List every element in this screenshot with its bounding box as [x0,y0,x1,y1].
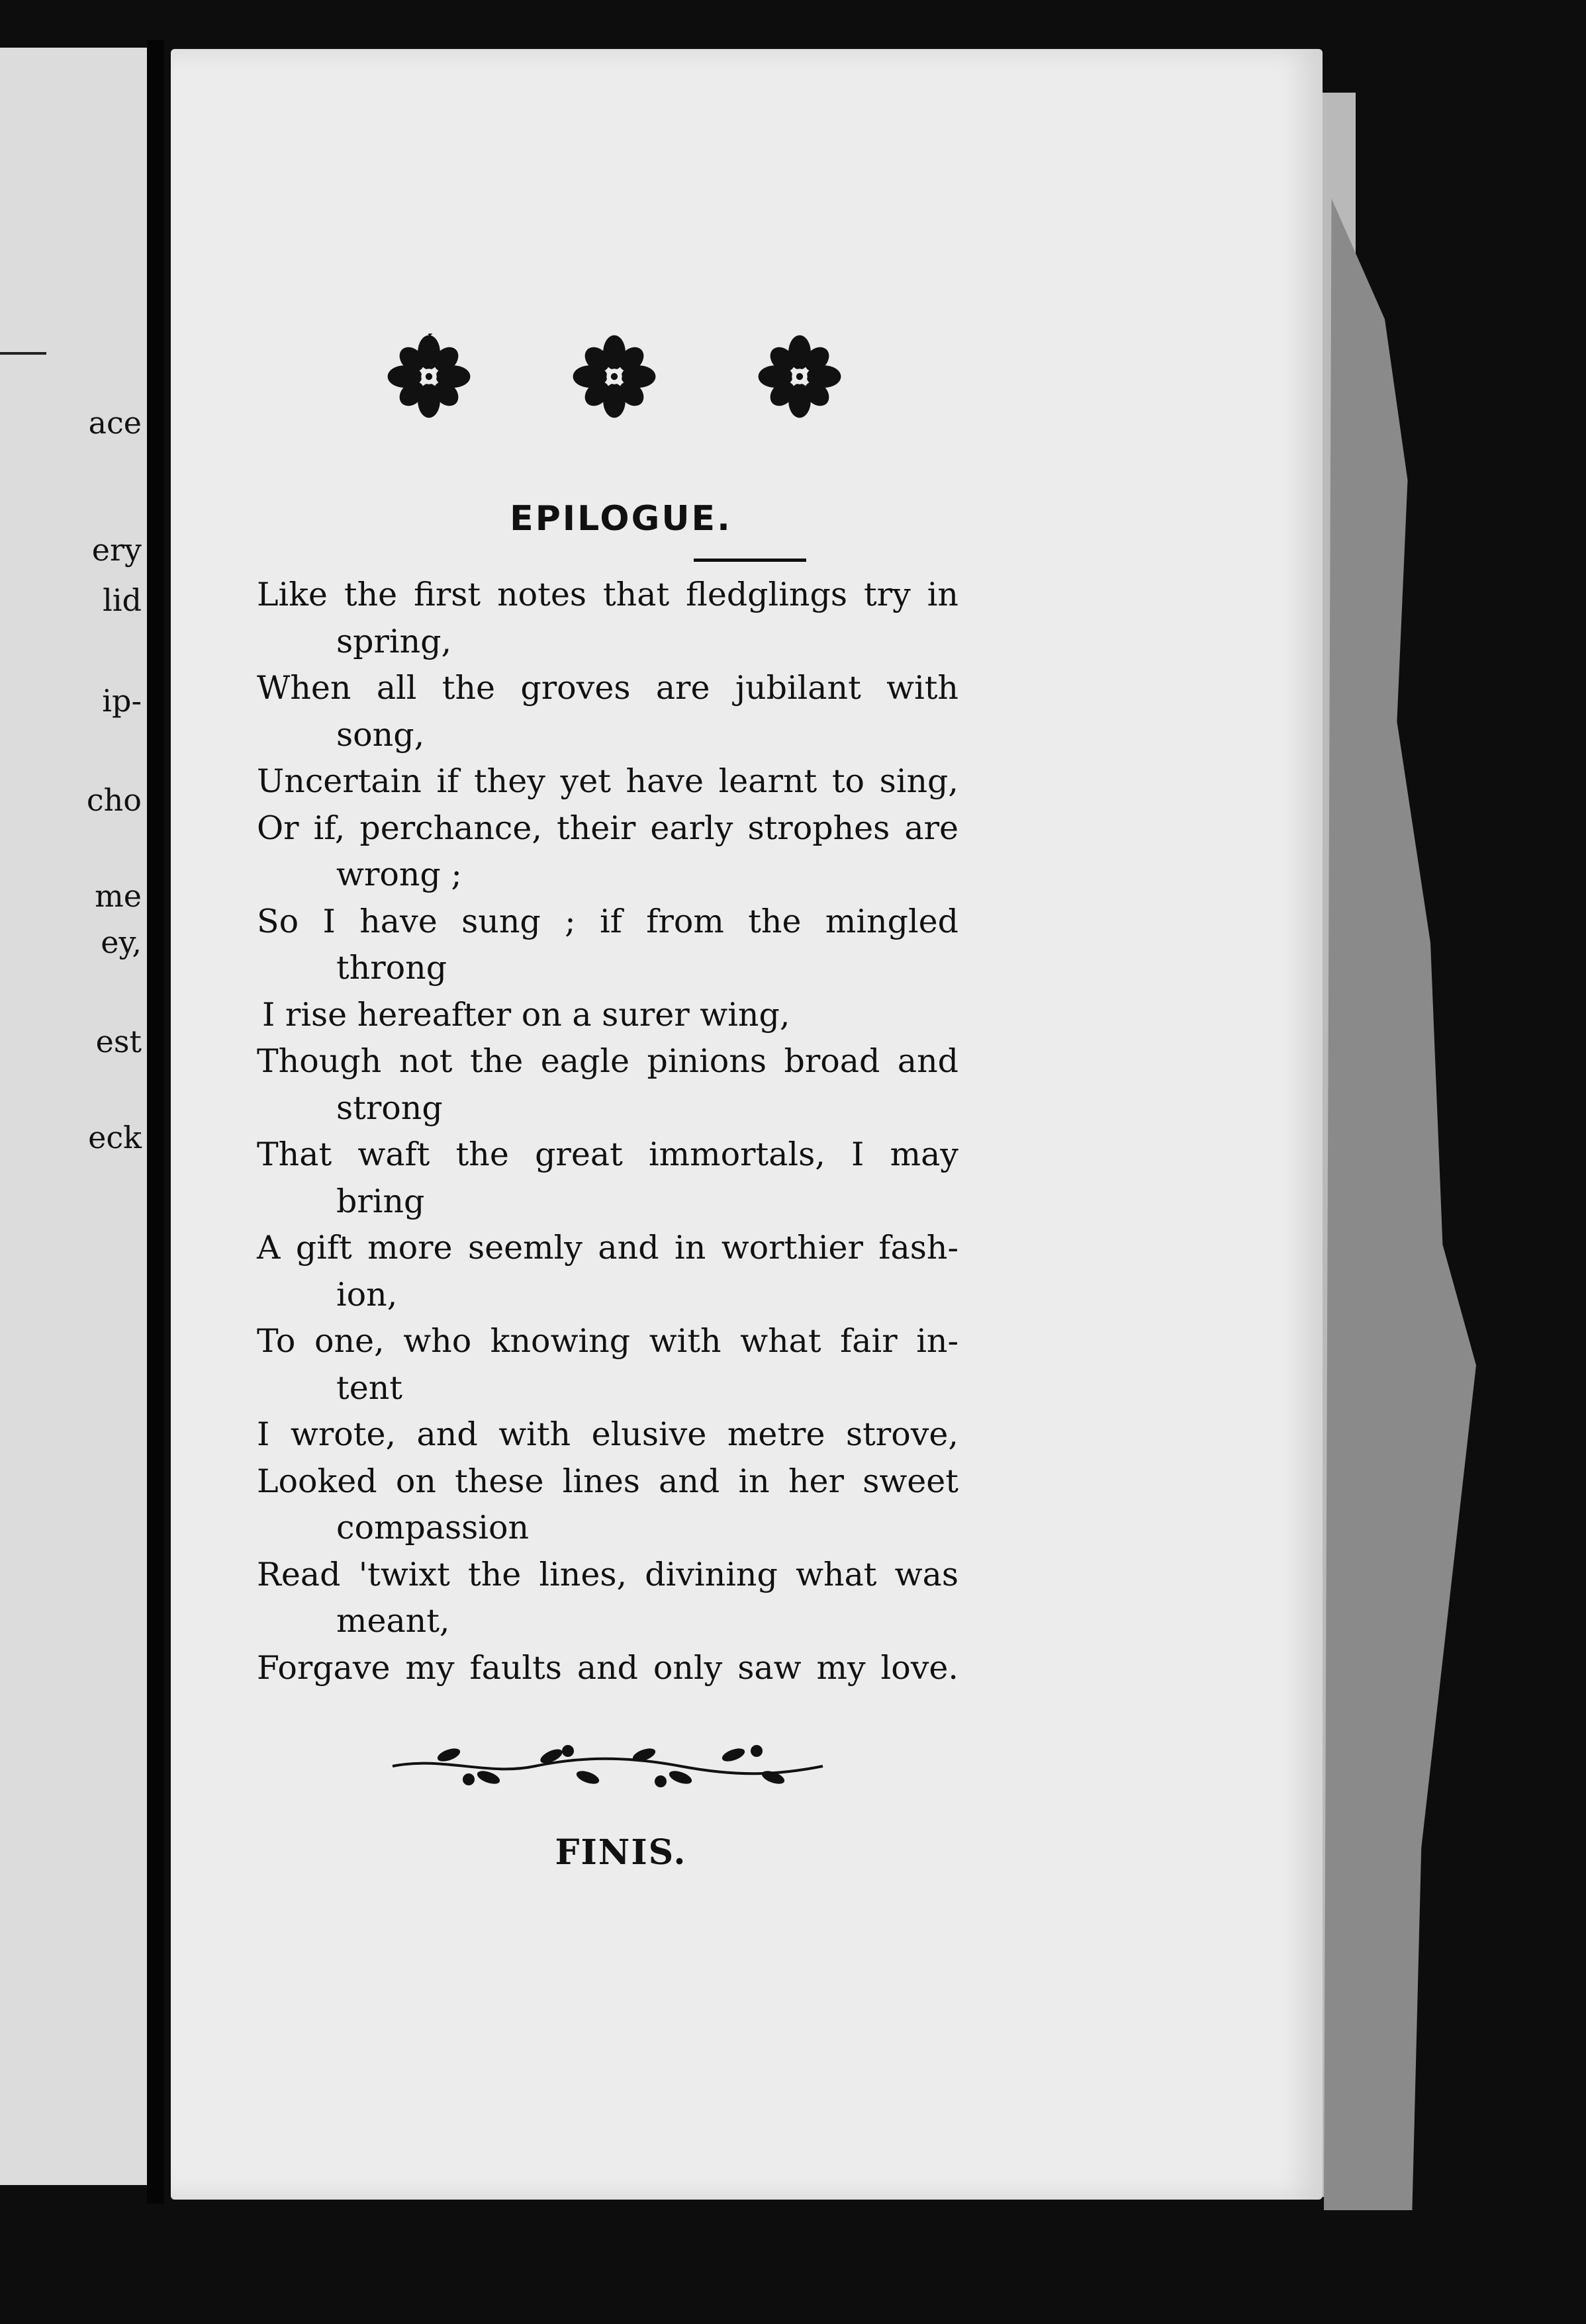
poem-line: tent [336,1368,402,1407]
poem-line: song, [336,715,425,754]
poem-line: Or if, perchance, their early strophes are [257,809,958,847]
flower-ornament-icon [386,334,472,420]
poem-line: When all the groves are jubilant with [257,669,958,707]
previous-page-fragment-text: lid [103,582,142,618]
poem-line: To one, who knowing with what fair in- [257,1322,958,1360]
poem-line: strong [336,1089,443,1127]
previous-page-fragment-text: eck [88,1120,142,1155]
poem-line: A gift more seemly and in worthier fash- [257,1229,958,1267]
poem-line: Forgave my faults and only saw my love. [257,1648,958,1687]
poem-line: Looked on these lines and in her sweet [257,1462,958,1500]
poem-line: spring, [336,622,452,660]
poem-line: compassion [336,1509,530,1546]
title-rule [694,559,806,562]
poem-line: Uncertain if they yet have learnt to sing, [257,762,958,800]
poem-line: ion, [336,1275,398,1314]
poem-line: I rise hereafter on a surer wing, [262,995,790,1034]
book-gutter [147,40,164,2204]
poem-line: Read 'twixt the lines, divining what was [257,1555,958,1593]
poem-line: That waft the great immortals, I may [257,1136,958,1173]
page-title: EPILOGUE. [510,499,732,539]
poem-line: throng [336,949,447,987]
previous-page-rule [0,352,46,355]
previous-page-fragment-text: est [95,1024,142,1059]
previous-page-fragment-text: cho [86,782,142,818]
poem-line: So I have sung ; if from the mingled [257,902,958,940]
poem-line: meant, [336,1602,450,1640]
previous-page-fragment-text: me [95,878,142,914]
closing-text: FINIS. [555,1832,687,1873]
flower-ornament-icon [571,334,657,420]
header-ornaments [171,334,1323,453]
previous-page-fragment-text: ery [91,532,142,568]
torn-backing-paper [1324,199,1476,2210]
previous-page-fragment-text: ace [88,405,142,441]
poem-line: wrong ; [336,856,462,893]
previous-page-fragment-text: ey, [101,924,142,960]
previous-page-fragment-text: ip- [102,683,142,719]
poem-line: Like the first notes that fledglings try in [257,576,958,613]
previous-page-fragment [0,48,147,2185]
flower-ornament-icon [757,334,843,420]
poem-line: bring [336,1182,425,1220]
poem [257,572,958,1691]
book-page [171,49,1323,2200]
poem-line: Though not the eagle pinions broad and [257,1042,958,1080]
vine-ornament-icon [389,1736,826,1796]
poem-line: I wrote, and with elusive metre strove, [257,1415,958,1453]
